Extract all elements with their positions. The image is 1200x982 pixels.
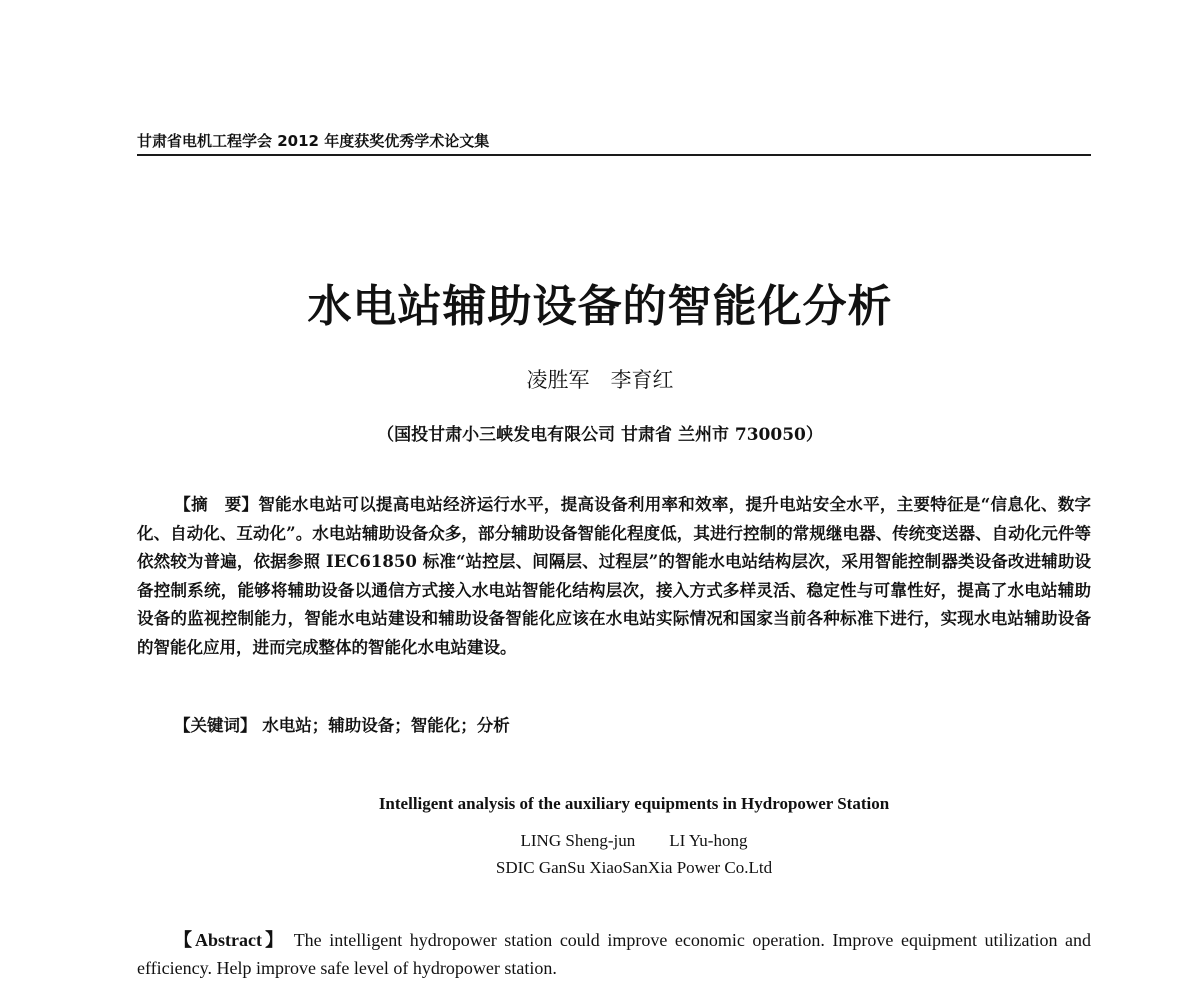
abstract bbox=[137, 491, 1091, 662]
keywords-label: 【关键词】 bbox=[174, 716, 257, 735]
english-abstract-label: 【Abstract】 bbox=[174, 930, 287, 950]
english-abstract bbox=[137, 926, 1091, 982]
english-abstract-text: The intelligent hydropower station could improve economic operation. Improve equipment utilization and efficiency. Help improve safe level of hydropower station. bbox=[137, 930, 1092, 978]
affiliation: （国投甘肃小三峡发电有限公司 甘肃省 兰州市 730050） bbox=[377, 425, 823, 445]
paper-title: 水电站辅助设备的智能化分析 bbox=[307, 281, 893, 332]
journal-header: 甘肃省电机工程学会 2012 年度获奖优秀学术论文集 bbox=[137, 128, 1091, 156]
keywords-text: 水电站；辅助设备；智能化；分析 bbox=[262, 716, 510, 735]
abstract-text: 智能水电站可以提高电站经济运行水平，提高设备利用率和效率，提升电站安全水平，主要特征是“信息化、数字化、自动化、互动化”。水电站辅助设备众多，部分辅助设备智能化程度低，其进行控制的常规继电器、传统变送器、自动化元件等依然较为普遍，依据参照 IEC61850 标准“站控层、间隔层、过程层”的智能水电站结构层次，采用智能控制器类设备改进辅助设备控制系统，能够将辅助设备以通信方式接入水电站智能化结构层次，接入方式多样灵活、稳定性与可靠性好，提高了水电站辅助设备的监视控制能力，智能水电站建设和辅助设备智能化应该在水电站实际情况和国家当前各种标准下进行，实现水电站辅助设备的智能化应用，进而完成整体的智能化水电站建设。 bbox=[137, 495, 1092, 657]
english-affiliation: SDIC GanSu XiaoSanXia Power Co.Ltd bbox=[495, 858, 773, 877]
abstract-label: 【摘 要】 bbox=[174, 495, 259, 514]
keywords bbox=[174, 712, 1074, 740]
english-title: Intelligent analysis of the auxiliary equipments in Hydropower Station bbox=[378, 794, 890, 813]
english-authors: LING Sheng-jun LI Yu-hong bbox=[520, 831, 748, 850]
authors: 凌胜军 李育红 bbox=[526, 368, 674, 392]
